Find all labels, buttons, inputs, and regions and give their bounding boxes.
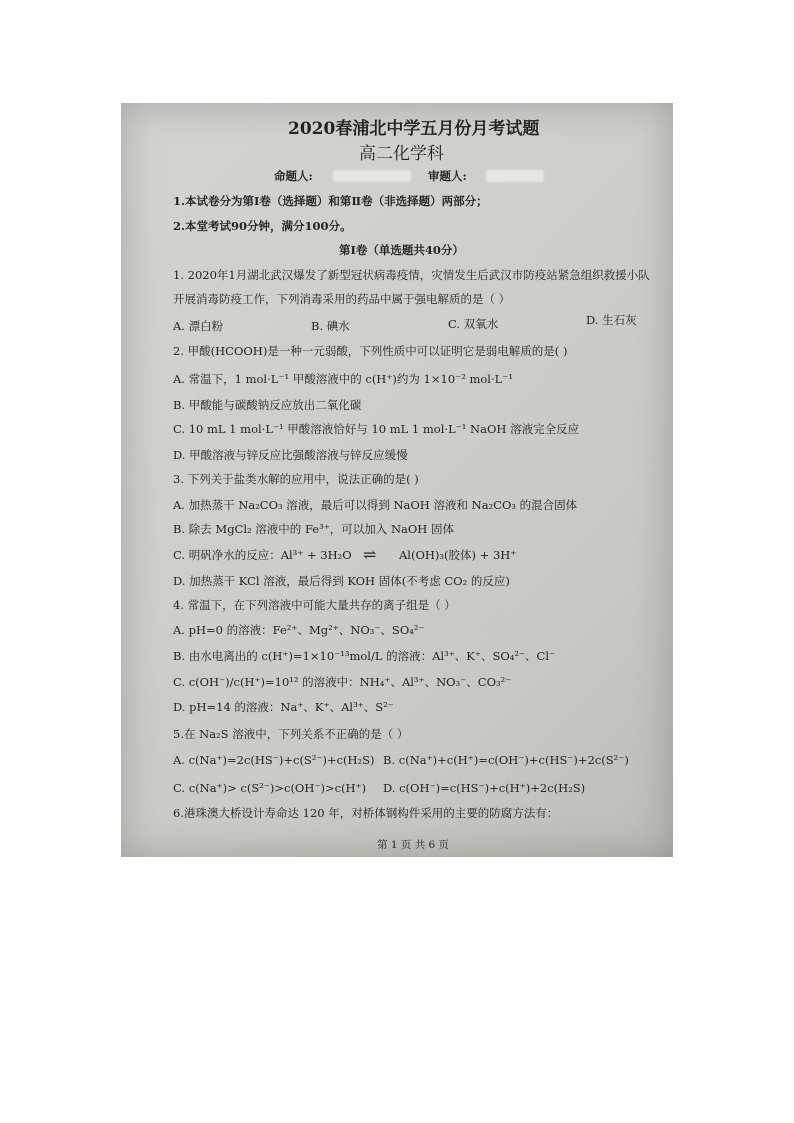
question-3-stem: 3. 下列关于盐类水解的应用中，说法正确的是( )	[173, 472, 419, 486]
section-title: 第Ⅰ卷（单选题共40分）	[339, 243, 464, 257]
question-4-option-c: C. c(OH⁻)/c(H⁺)=10¹² 的溶液中：NH₄⁺、Al³⁺、NO₃⁻、CO₃²⁻	[173, 675, 512, 689]
question-3-option-a: A. 加热蒸干 Na₂CO₃ 溶液，最后可以得到 NaOH 溶液和 Na₂CO₃ 的混合固体	[173, 498, 578, 512]
question-2-option-d: D. 甲酸溶液与锌反应比强酸溶液与锌反应缓慢	[173, 448, 408, 462]
page-footer: 第 1 页 共 6 页	[377, 839, 450, 851]
note-1: 1.本试卷分为第Ⅰ卷（选择题）和第Ⅱ卷（非选择题）两部分；	[173, 194, 488, 208]
reviewer-redacted	[486, 170, 544, 182]
question-5-option-b: B. c(Na⁺)+c(H⁺)=c(OH⁻)+c(HS⁻)+2c(S²⁻)	[383, 753, 629, 767]
question-4-option-d: D. pH=14 的溶液：Na⁺、K⁺、Al³⁺、S²⁻	[173, 700, 394, 714]
exam-page-photo	[121, 103, 673, 857]
reviewer-label: 审题人:	[428, 169, 467, 183]
question-5-option-d: D. c(OH⁻)=c(HS⁻)+c(H⁺)+2c(H₂S)	[383, 781, 586, 795]
question-1-option-b: B. 碘水	[311, 319, 350, 333]
question-2-stem: 2. 甲酸(HCOOH)是一种一元弱酸，下列性质中可以证明它是弱电解质的是( )	[173, 344, 568, 358]
note-2: 2.本堂考试90分钟，满分100分。	[173, 219, 352, 233]
question-3-option-c-right: Al(OH)₃(胶体) + 3H⁺	[399, 548, 517, 562]
exam-subject: 高二化学科	[359, 144, 444, 164]
question-3-option-b: B. 除去 MgCl₂ 溶液中的 Fe³⁺，可以加入 NaOH 固体	[173, 522, 454, 536]
question-1-option-c: C. 双氧水	[448, 317, 499, 331]
question-2-option-b: B. 甲酸能与碳酸钠反应放出二氧化碳	[173, 398, 362, 412]
question-4-option-a: A. pH=0 的溶液：Fe²⁺、Mg²⁺、NO₃⁻、SO₄²⁻	[173, 623, 425, 637]
author-label: 命题人:	[274, 169, 313, 183]
question-1-line-1: 1. 2020年1月湖北武汉爆发了新型冠状病毒疫情，灾情发生后武汉市防疫站紧急组织救援小队	[173, 268, 650, 282]
question-1-line-2: 开展消毒防疫工作，下列消毒采用的药品中属于强电解质的是（ ）	[173, 292, 511, 306]
question-1-option-a: A. 漂白粉	[173, 319, 224, 333]
author-redacted	[333, 170, 411, 182]
question-5-stem: 5.在 Na₂S 溶液中，下列关系不正确的是（ ）	[173, 727, 409, 741]
question-3-option-c-left: C. 明矾净水的反应：Al³⁺ + 3H₂O	[173, 548, 352, 562]
question-5-option-a: A. c(Na⁺)=2c(HS⁻)+c(S²⁻)+c(H₂S)	[173, 753, 375, 767]
exam-title: 2020春浦北中学五月份月考试题	[288, 119, 540, 139]
question-3-option-d: D. 加热蒸干 KCl 溶液，最后得到 KOH 固体(不考虑 CO₂ 的反应)	[173, 574, 510, 588]
question-2-option-a: A. 常温下，1 mol·L⁻¹ 甲酸溶液中的 c(H⁺)约为 1×10⁻² mol·L⁻¹	[173, 372, 513, 386]
question-4-option-b: B. 由水电离出的 c(H⁺)=1×10⁻¹³mol/L 的溶液：Al³⁺、K⁺、SO₄²⁻、Cl⁻	[173, 649, 556, 663]
question-4-stem: 4. 常温下，在下列溶液中可能大量共存的离子组是（ ）	[173, 598, 456, 612]
question-5-option-c: C. c(Na⁺)> c(S²⁻)>c(OH⁻)>c(H⁺)	[173, 781, 367, 795]
question-2-option-c: C. 10 mL 1 mol·L⁻¹ 甲酸溶液恰好与 10 mL 1 mol·L⁻¹ NaOH 溶液完全反应	[173, 422, 580, 436]
question-1-option-d: D. 生石灰	[586, 313, 637, 327]
equilibrium-arrow-icon: ⇌	[363, 545, 377, 564]
question-6-stem: 6.港珠澳大桥设计寿命达 120 年，对桥体钢构件采用的主要的防腐方法有：	[173, 806, 559, 820]
